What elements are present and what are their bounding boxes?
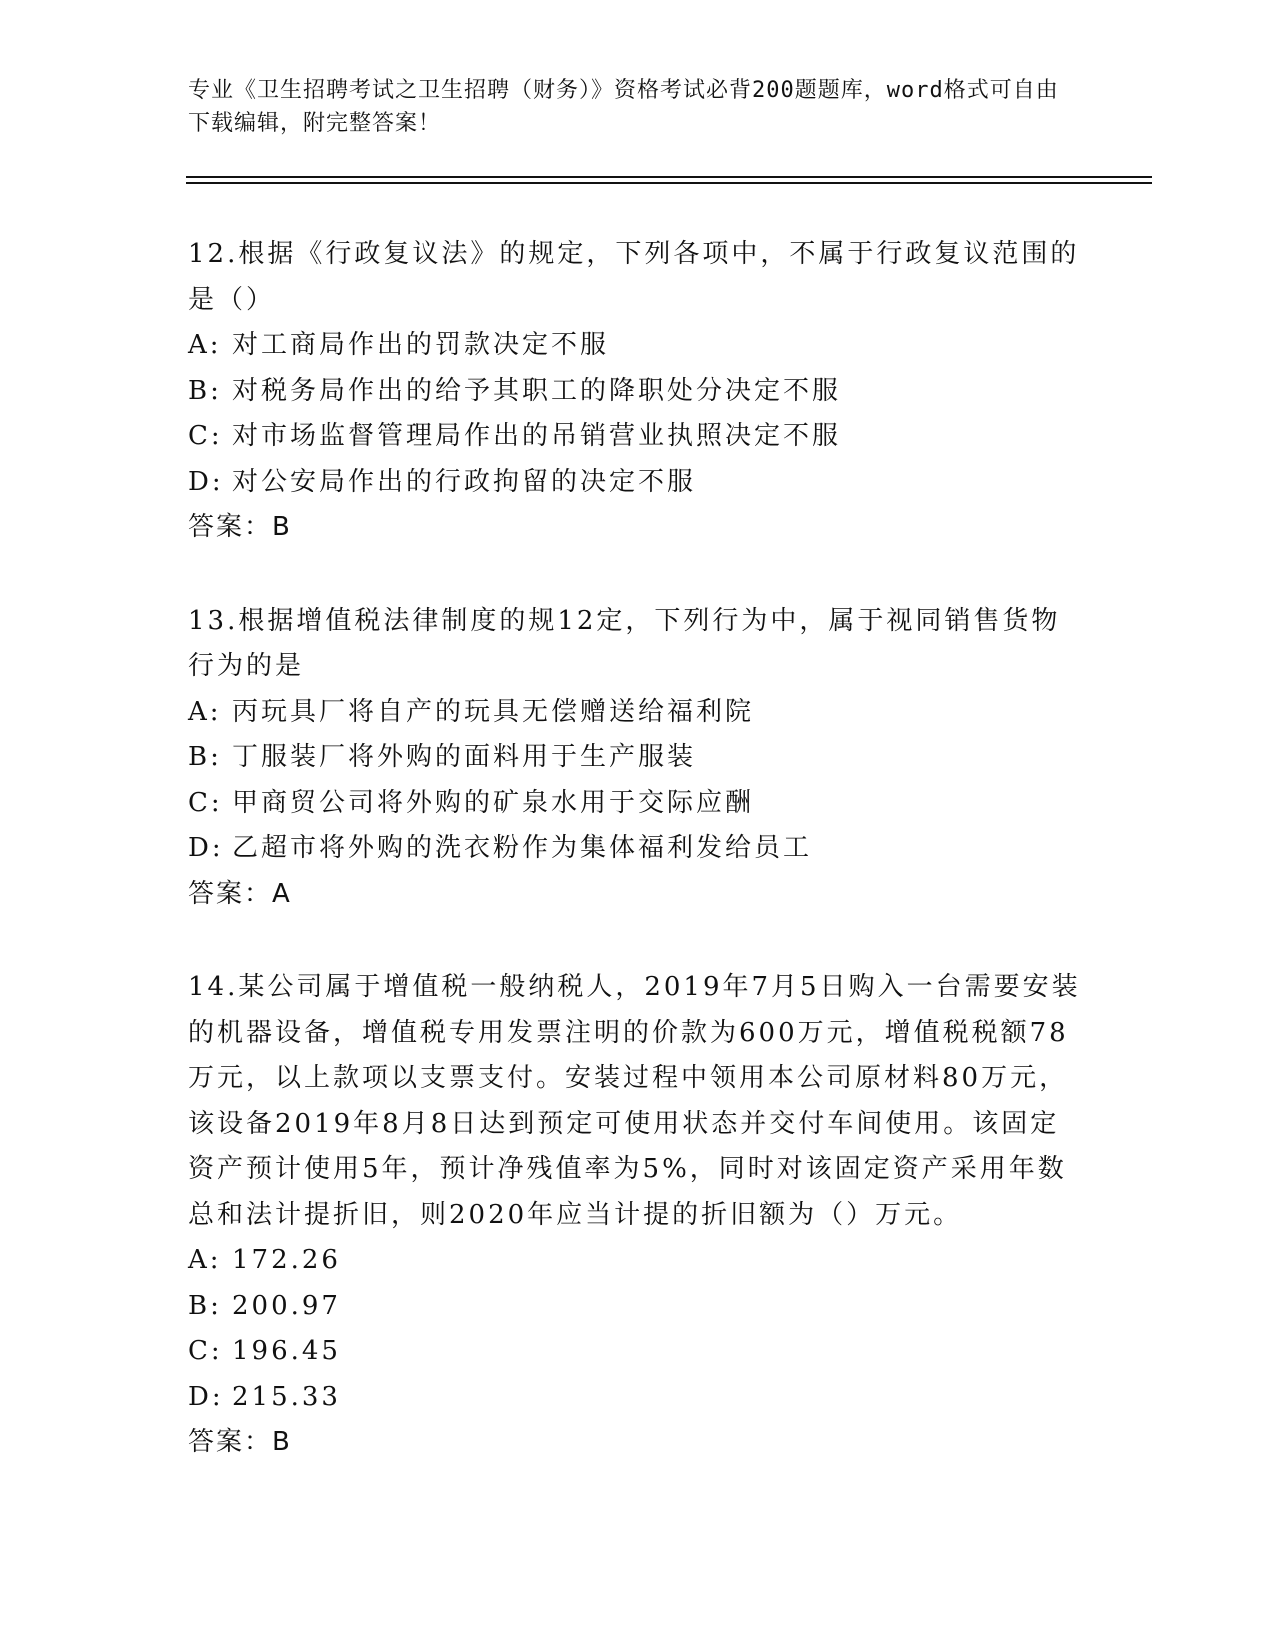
option-text: 196.45 [232,1336,341,1366]
option-a [188,323,1088,369]
option-c [188,781,1088,827]
question-13 [188,599,1088,918]
option-letter: A: [188,330,222,360]
option-letter: A: [188,696,222,727]
option-text: 172.26 [232,1245,341,1275]
option-letter: D: [188,466,224,497]
option-text: 丁服装厂将外购的面料用于生产服装 [232,742,697,772]
option-letter: C: [188,421,223,451]
option-d [188,826,1088,872]
option-letter: D: [188,833,224,863]
question-list [188,232,1088,1514]
option-text: 200.97 [232,1290,341,1321]
question-stem: 14.某公司属于增值税一般纳税人，2019年7月5日购入一台需要安装的机器设备，增值税专用发票注明的价款为600万元，增值税税额78万元，以上款项以支票支付。安装过程中领用本公司原材料80万元，该设备2019年8月8日达到预定可使用状态并交付车间使用。该固定资产预计使用5年，预计净残值率为5%，同时对该固定资产采用年数总和法计提折旧，则2020年应当计提的折旧额为（）万元。 [188,972,1081,1230]
option-text: 215.33 [232,1381,341,1412]
option-letter: B: [188,375,222,406]
option-text: 丙玩具厂将自产的玩具无偿赠送给福利院 [232,696,755,727]
question-stem: 13.根据增值税法律制度的规12定，下列行为中，属于视同销售货物行为的是 [188,605,1061,681]
question-12 [188,232,1088,551]
header-divider-top [186,176,1152,178]
option-text: 对公安局作出的行政拘留的决定不服 [232,466,697,497]
question-14 [188,965,1088,1466]
option-b [188,1284,1088,1330]
option-a [188,1238,1088,1284]
option-text: 对市场监督管理局作出的吊销营业执照决定不服 [232,421,842,451]
answer-line: 答案：B [188,1427,292,1457]
option-d [188,1375,1088,1421]
option-b [188,735,1088,781]
option-text: 甲商贸公司将外购的矿泉水用于交际应酬 [232,787,755,818]
question-stem: 12.根据《行政复议法》的规定，下列各项中，不属于行政复议范围的是（） [188,239,1080,315]
option-letter: D: [188,1381,224,1412]
option-c [188,1329,1088,1375]
option-letter: C: [188,1336,223,1366]
option-letter: B: [188,1290,222,1321]
option-letter: A: [188,1245,222,1275]
option-letter: B: [188,742,222,772]
option-d [188,460,1088,506]
option-c [188,414,1088,460]
option-text: 乙超市将外购的洗衣粉作为集体福利发给员工 [232,833,813,863]
option-text: 对工商局作出的罚款决定不服 [232,330,610,360]
answer-line: 答案：A [188,878,292,909]
option-b [188,369,1088,415]
answer-line: 答案：B [188,512,292,542]
document-header: 专业《卫生招聘考试之卫生招聘（财务）》资格考试必背200题题库，word格式可自由下载编辑，附完整答案！ [188,78,1059,136]
option-a [188,690,1088,736]
header-divider-bottom [186,182,1152,184]
option-letter: C: [188,787,223,818]
option-text: 对税务局作出的给予其职工的降职处分决定不服 [232,375,842,406]
